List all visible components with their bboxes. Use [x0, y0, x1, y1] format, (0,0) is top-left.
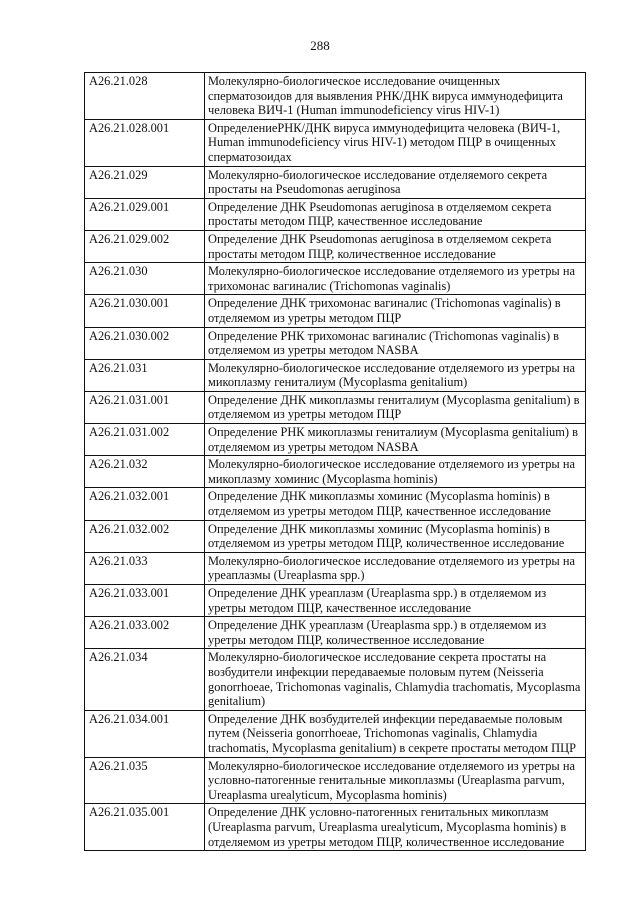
- service-code: A26.21.029.001: [85, 198, 205, 230]
- table-row: [85, 757, 586, 804]
- service-code: A26.21.034.001: [85, 710, 205, 757]
- service-description: Определение РНК трихомонас вагиналис (Trichomonas vaginalis) в отделяемом из уретры методом NASBA: [205, 327, 586, 359]
- table-row: [85, 230, 586, 262]
- service-description: Определение ДНК уреаплазм (Ureaplasma spp.) в отделяемом из уретры методом ПЦР, количественное исследование: [205, 617, 586, 649]
- service-code: A26.21.035.001: [85, 804, 205, 851]
- service-description: Определение ДНК Pseudomonas aeruginosa в отделяемом секрета простаты методом ПЦР, количественное исследование: [205, 230, 586, 262]
- table-row: [85, 617, 586, 649]
- service-description: Определение ДНК условно-патогенных генитальных микоплазм (Ureaplasma parvum, Ureaplasma urealyticum, Mycoplasma hominis) в отделяемом из уретры методом ПЦР, количественное исследование: [205, 804, 586, 851]
- service-description: Молекулярно-биологическое исследование отделяемого из уретры на трихомонас вагиналис (Trichomonas vaginalis): [205, 263, 586, 295]
- service-description: Молекулярно-биологическое исследование отделяемого из уретры на микоплазму хоминис (Mycoplasma hominis): [205, 456, 586, 488]
- table-row: [85, 424, 586, 456]
- table-row: [85, 73, 586, 120]
- table-row: [85, 552, 586, 584]
- service-code: A26.21.035: [85, 757, 205, 804]
- service-code: A26.21.032: [85, 456, 205, 488]
- service-description: Молекулярно-биологическое исследование отделяемого секрета простаты на Pseudomonas aeruginosa: [205, 166, 586, 198]
- table-row: [85, 585, 586, 617]
- table-row: [85, 327, 586, 359]
- service-description: Молекулярно-биологическое исследование очищенных сперматозоидов для выявления РНК/ДНК вируса иммунодефицита человека ВИЧ-1 (Human immunodeficiency virus HIV-1): [205, 73, 586, 120]
- table-row: [85, 520, 586, 552]
- table-row: [85, 263, 586, 295]
- table-row: [85, 119, 586, 166]
- service-description: Определение ДНК микоплазмы гениталиум (Mycoplasma genitalium) в отделяемом из уретры методом ПЦР: [205, 391, 586, 423]
- service-code: A26.21.028.001: [85, 119, 205, 166]
- service-description: Определение РНК микоплазмы гениталиум (Mycoplasma genitalium) в отделяемом из уретры методом NASBA: [205, 424, 586, 456]
- table-row: [85, 649, 586, 710]
- service-description: Определение ДНК микоплазмы хоминис (Mycoplasma hominis) в отделяемом из уретры методом ПЦР, качественное исследование: [205, 488, 586, 520]
- table-row: [85, 488, 586, 520]
- table-row: [85, 295, 586, 327]
- services-table-body: [85, 73, 586, 851]
- table-row: [85, 391, 586, 423]
- service-description: Молекулярно-биологическое исследование отделяемого из уретры на уреаплазмы (Ureaplasma spp.): [205, 552, 586, 584]
- table-row: [85, 456, 586, 488]
- service-description: Молекулярно-биологическое исследование отделяемого из уретры на условно-патогенные генитальные микоплазмы (Ureaplasma parvum, Ureaplasma urealyticum, Mycoplasma hominis): [205, 757, 586, 804]
- service-code: A26.21.031: [85, 359, 205, 391]
- service-description: Определение ДНК возбудителей инфекции передаваемые половым путем (Neisseria gonorrhoeae, Trichomonas vaginalis, Chlamydia trachomatis, Mycoplasma genitalium) в секрете простаты методом ПЦР: [205, 710, 586, 757]
- service-code: A26.21.033.002: [85, 617, 205, 649]
- table-row: [85, 710, 586, 757]
- service-code: A26.21.028: [85, 73, 205, 120]
- table-row: [85, 166, 586, 198]
- table-row: [85, 198, 586, 230]
- service-code: A26.21.031.002: [85, 424, 205, 456]
- service-description: ОпределениеРНК/ДНК вируса иммунодефицита человека (ВИЧ-1, Human immunodeficiency virus HIV-1) методом ПЦР в очищенных сперматозоидах: [205, 119, 586, 166]
- service-code: A26.21.030.001: [85, 295, 205, 327]
- services-table: [84, 72, 586, 851]
- service-description: Определение ДНК уреаплазм (Ureaplasma spp.) в отделяемом из уретры методом ПЦР, качественное исследование: [205, 585, 586, 617]
- service-description: Молекулярно-биологическое исследование секрета простаты на возбудители инфекции передаваемые половым путем (Neisseria gonorrhoeae, Trichomonas vaginalis, Chlamydia trachomatis, Mycoplasma genitalium): [205, 649, 586, 710]
- service-code: A26.21.033.001: [85, 585, 205, 617]
- service-description: Определение ДНК трихомонас вагиналис (Trichomonas vaginalis) в отделяемом из уретры методом ПЦР: [205, 295, 586, 327]
- service-description: Молекулярно-биологическое исследование отделяемого из уретры на микоплазму гениталиум (Mycoplasma genitalium): [205, 359, 586, 391]
- service-code: A26.21.033: [85, 552, 205, 584]
- table-row: [85, 359, 586, 391]
- service-code: A26.21.030.002: [85, 327, 205, 359]
- service-description: Определение ДНК микоплазмы хоминис (Mycoplasma hominis) в отделяемом из уретры методом ПЦР, количественное исследование: [205, 520, 586, 552]
- service-code: A26.21.032.001: [85, 488, 205, 520]
- service-code: A26.21.030: [85, 263, 205, 295]
- service-code: A26.21.032.002: [85, 520, 205, 552]
- service-description: Определение ДНК Pseudomonas aeruginosa в отделяемом секрета простаты методом ПЦР, качественное исследование: [205, 198, 586, 230]
- page-number: 288: [310, 38, 330, 53]
- service-code: A26.21.029: [85, 166, 205, 198]
- service-code: A26.21.031.001: [85, 391, 205, 423]
- service-code: A26.21.034: [85, 649, 205, 710]
- table-row: [85, 804, 586, 851]
- service-code: A26.21.029.002: [85, 230, 205, 262]
